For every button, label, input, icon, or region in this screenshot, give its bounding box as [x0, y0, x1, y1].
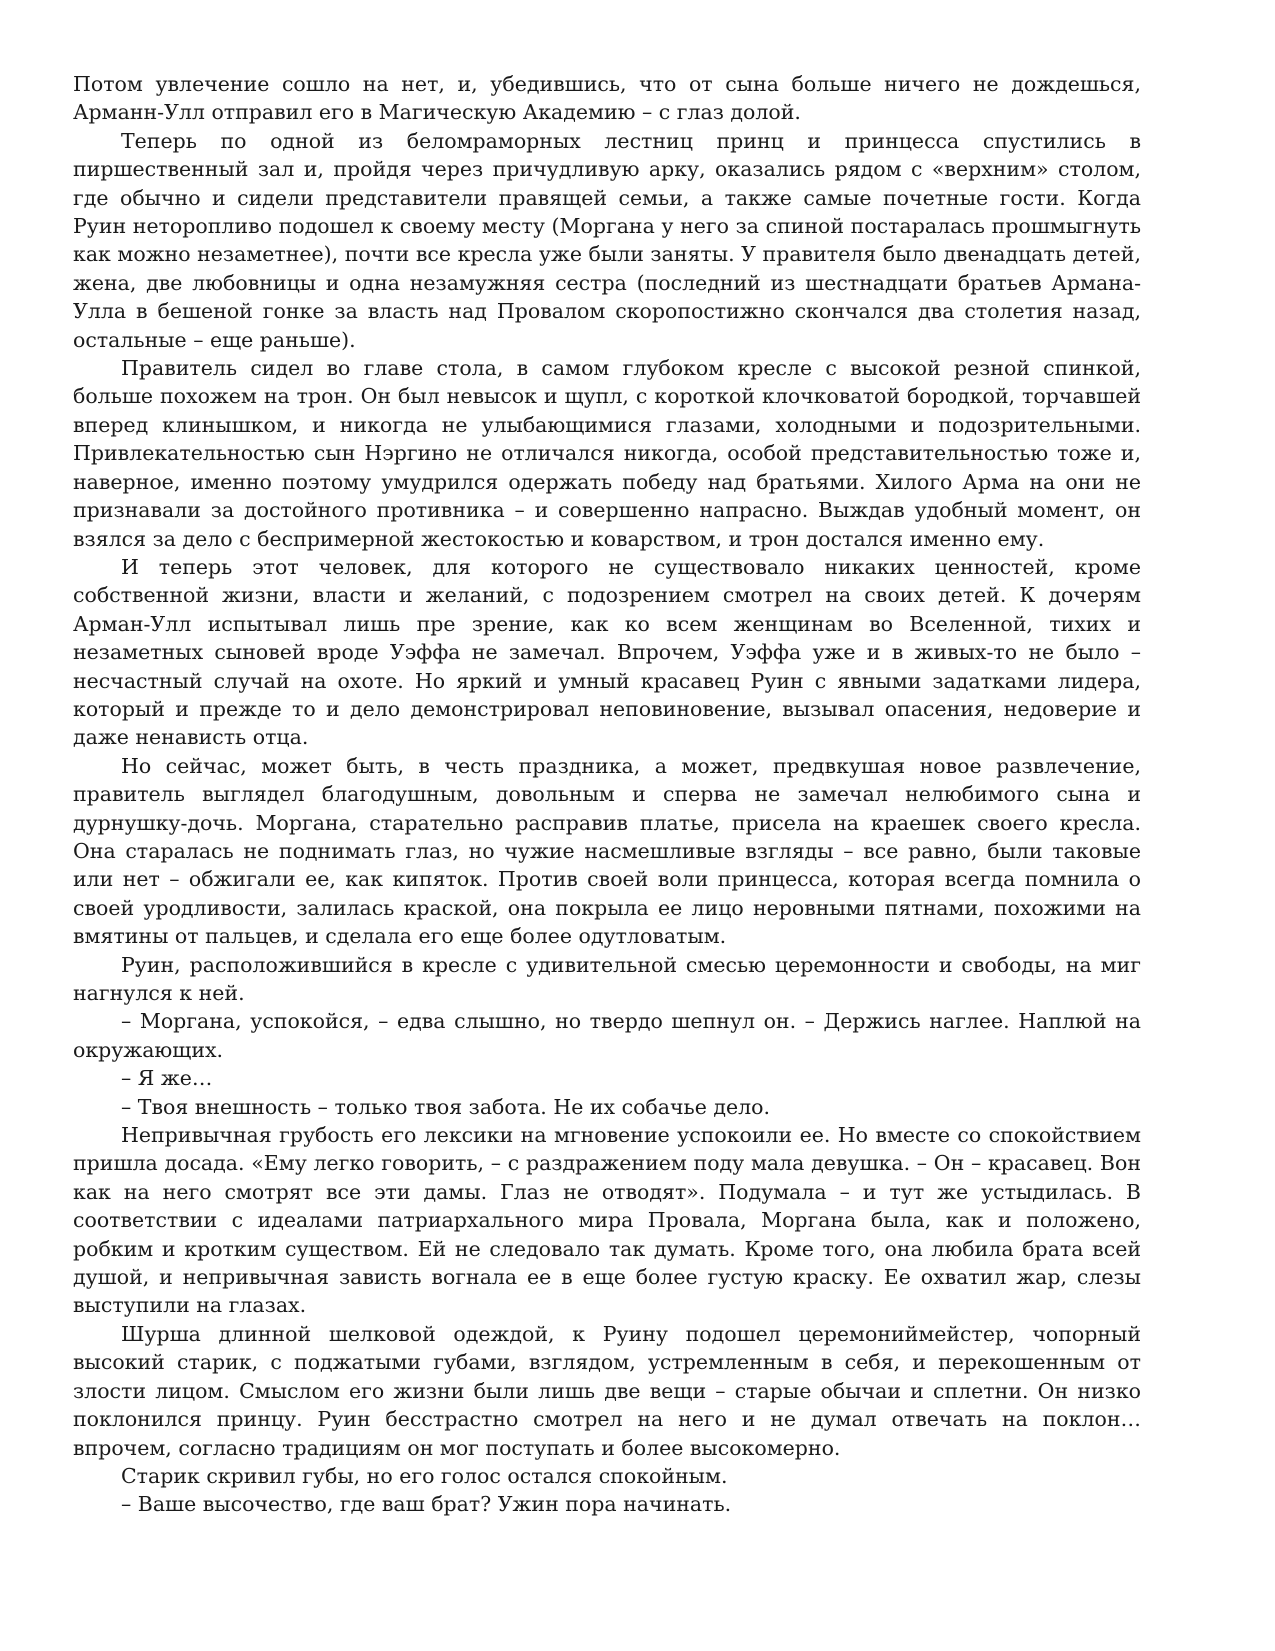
paragraph-6: Руин, расположившийся в кресле с удивительной смесью церемонности и свободы, на миг нагнулся к ней. [73, 952, 1141, 1005]
paragraph-5: Но сейчас, может быть, в честь праздника, а может, предвкушая новое развлечение, правитель выглядел благодушным, довольным и сперва не замечал нелюбимого сына и дурнушку-дочь. Моргана, старательно расправив платье, присела на краешек своего кресла. Она старалась не поднимать глаз, но чужие насмешливые взгляды – все равно, были таковые или нет – обжигали ее, как кипяток. Против своей воли принцесса, которая всегда помнила о своей уродливости, залилась краской, она покрыла ее лицо неровными пятнами, похожими на вмятины от пальцев, и сделала его еще более одутловатым. [73, 753, 1141, 949]
paragraph-7: Непривычная грубость его лексики на мгновение успокоили ее. Но вместе со спокойствием пришла досада. «Ему легко говорить, – с раздражением поду мала девушка. – Он – красавец. Вон как на него смотрят все эти дамы. Глаз не отводят». Подумала – и тут же устыдилась. В соответствии с идеалами патриархального мира Провала, Моргана была, как и положено, робким и кротким существом. Ей не следовало так думать. Кроме того, она любила брата всей душой, и непривычная зависть вогнала ее в еще более густую краску. Ее охватил жар, слезы выступили на глазах. [73, 1123, 1141, 1318]
dialogue-line-4: – Ваше высочество, где ваш брат? Ужин пора начинать. [121, 1492, 732, 1517]
paragraph-8: Шурша длинной шелковой одеждой, к Руину подошел церемониймейстер, чопорный высокий старик, с поджатыми губами, взглядом, устремленным в себя, и перекошенным от злости лицом. Смыслом его жизни были лишь две вещи – старые обычаи и сплетни. Он низко поклонился принцу. Руин бесстрастно смотрел на него и не думал отвечать на поклон… впрочем, согласно традициям он мог поступать и более высокомерно. [73, 1321, 1141, 1460]
document-page [73, 70, 1141, 1519]
dialogue-line-2: – Я же… [121, 1066, 213, 1091]
paragraph-1: Потом увлечение сошло на нет, и, убедившись, что от сына больше ничего не дождешься, Арманн-Улл отправил его в Магическую Академию – с глаз долой. [73, 72, 1141, 125]
dialogue-line-1: – Моргана, успокойся, – едва слышно, но твердо шепнул он. – Держись наглее. Наплюй на окружающих. [73, 1009, 1141, 1062]
paragraph-9: Старик скривил губы, но его голос остался спокойным. [121, 1463, 728, 1488]
paragraph-3: Правитель сидел во главе стола, в самом глубоком кресле с высокой резной спинкой, больше похожем на трон. Он был невысок и щупл, с короткой клочковатой бородкой, торчавшей вперед клинышком, и никогда не улыбающимися глазами, холодными и подозрительными. Привлекательностью сын Нэргино не отличался никогда, особой представительностью тоже и, наверное, именно поэтому умудрился одержать победу над братьями. Хилого Арма на они не признавали за достойного противника – и совершенно напрасно. Выждав удобный момент, он взялся за дело с беспримерной жестокостью и коварством, и трон достался именно ему. [73, 356, 1141, 551]
dialogue-line-3: – Твоя внешность – только твоя забота. Не их собачье дело. [121, 1094, 770, 1119]
paragraph-2: Теперь по одной из беломраморных лестниц принц и принцесса спустились в пиршественный зал и, пройдя через причудливую арку, оказались рядом с «верхним» столом, где обычно и сидели представители правящей семьи, а также самые почетные гости. Когда Руин неторопливо подошел к своему месту (Моргана у него за спиной постаралась прошмыгнуть как можно незаметнее), почти все кресла уже были заняты. У правителя было двенадцать детей, жена, две любовницы и одна незамужняя сестра (последний из шестнадцати братьев Армана-Улла в бешеной гонке за власть над Провалом скоропостижно скончался два столетия назад, остальные – еще раньше). [73, 128, 1141, 352]
paragraph-4: И теперь этот человек, для которого не существовало никаких ценностей, кроме собственной жизни, власти и желаний, с подозрением смотрел на своих детей. К дочерям Арман-Улл испытывал лишь пре зрение, как ко всем женщинам во Вселенной, тихих и незаметных сыновей вроде Уэффа не замечал. Впрочем, Уэффа уже и в живых-то не было – несчастный случай на охоте. Но яркий и умный красавец Руин с явными задатками лидера, который и прежде то и дело демонстрировал неповиновение, вызывал опасения, недоверие и даже ненависть отца. [73, 554, 1141, 750]
